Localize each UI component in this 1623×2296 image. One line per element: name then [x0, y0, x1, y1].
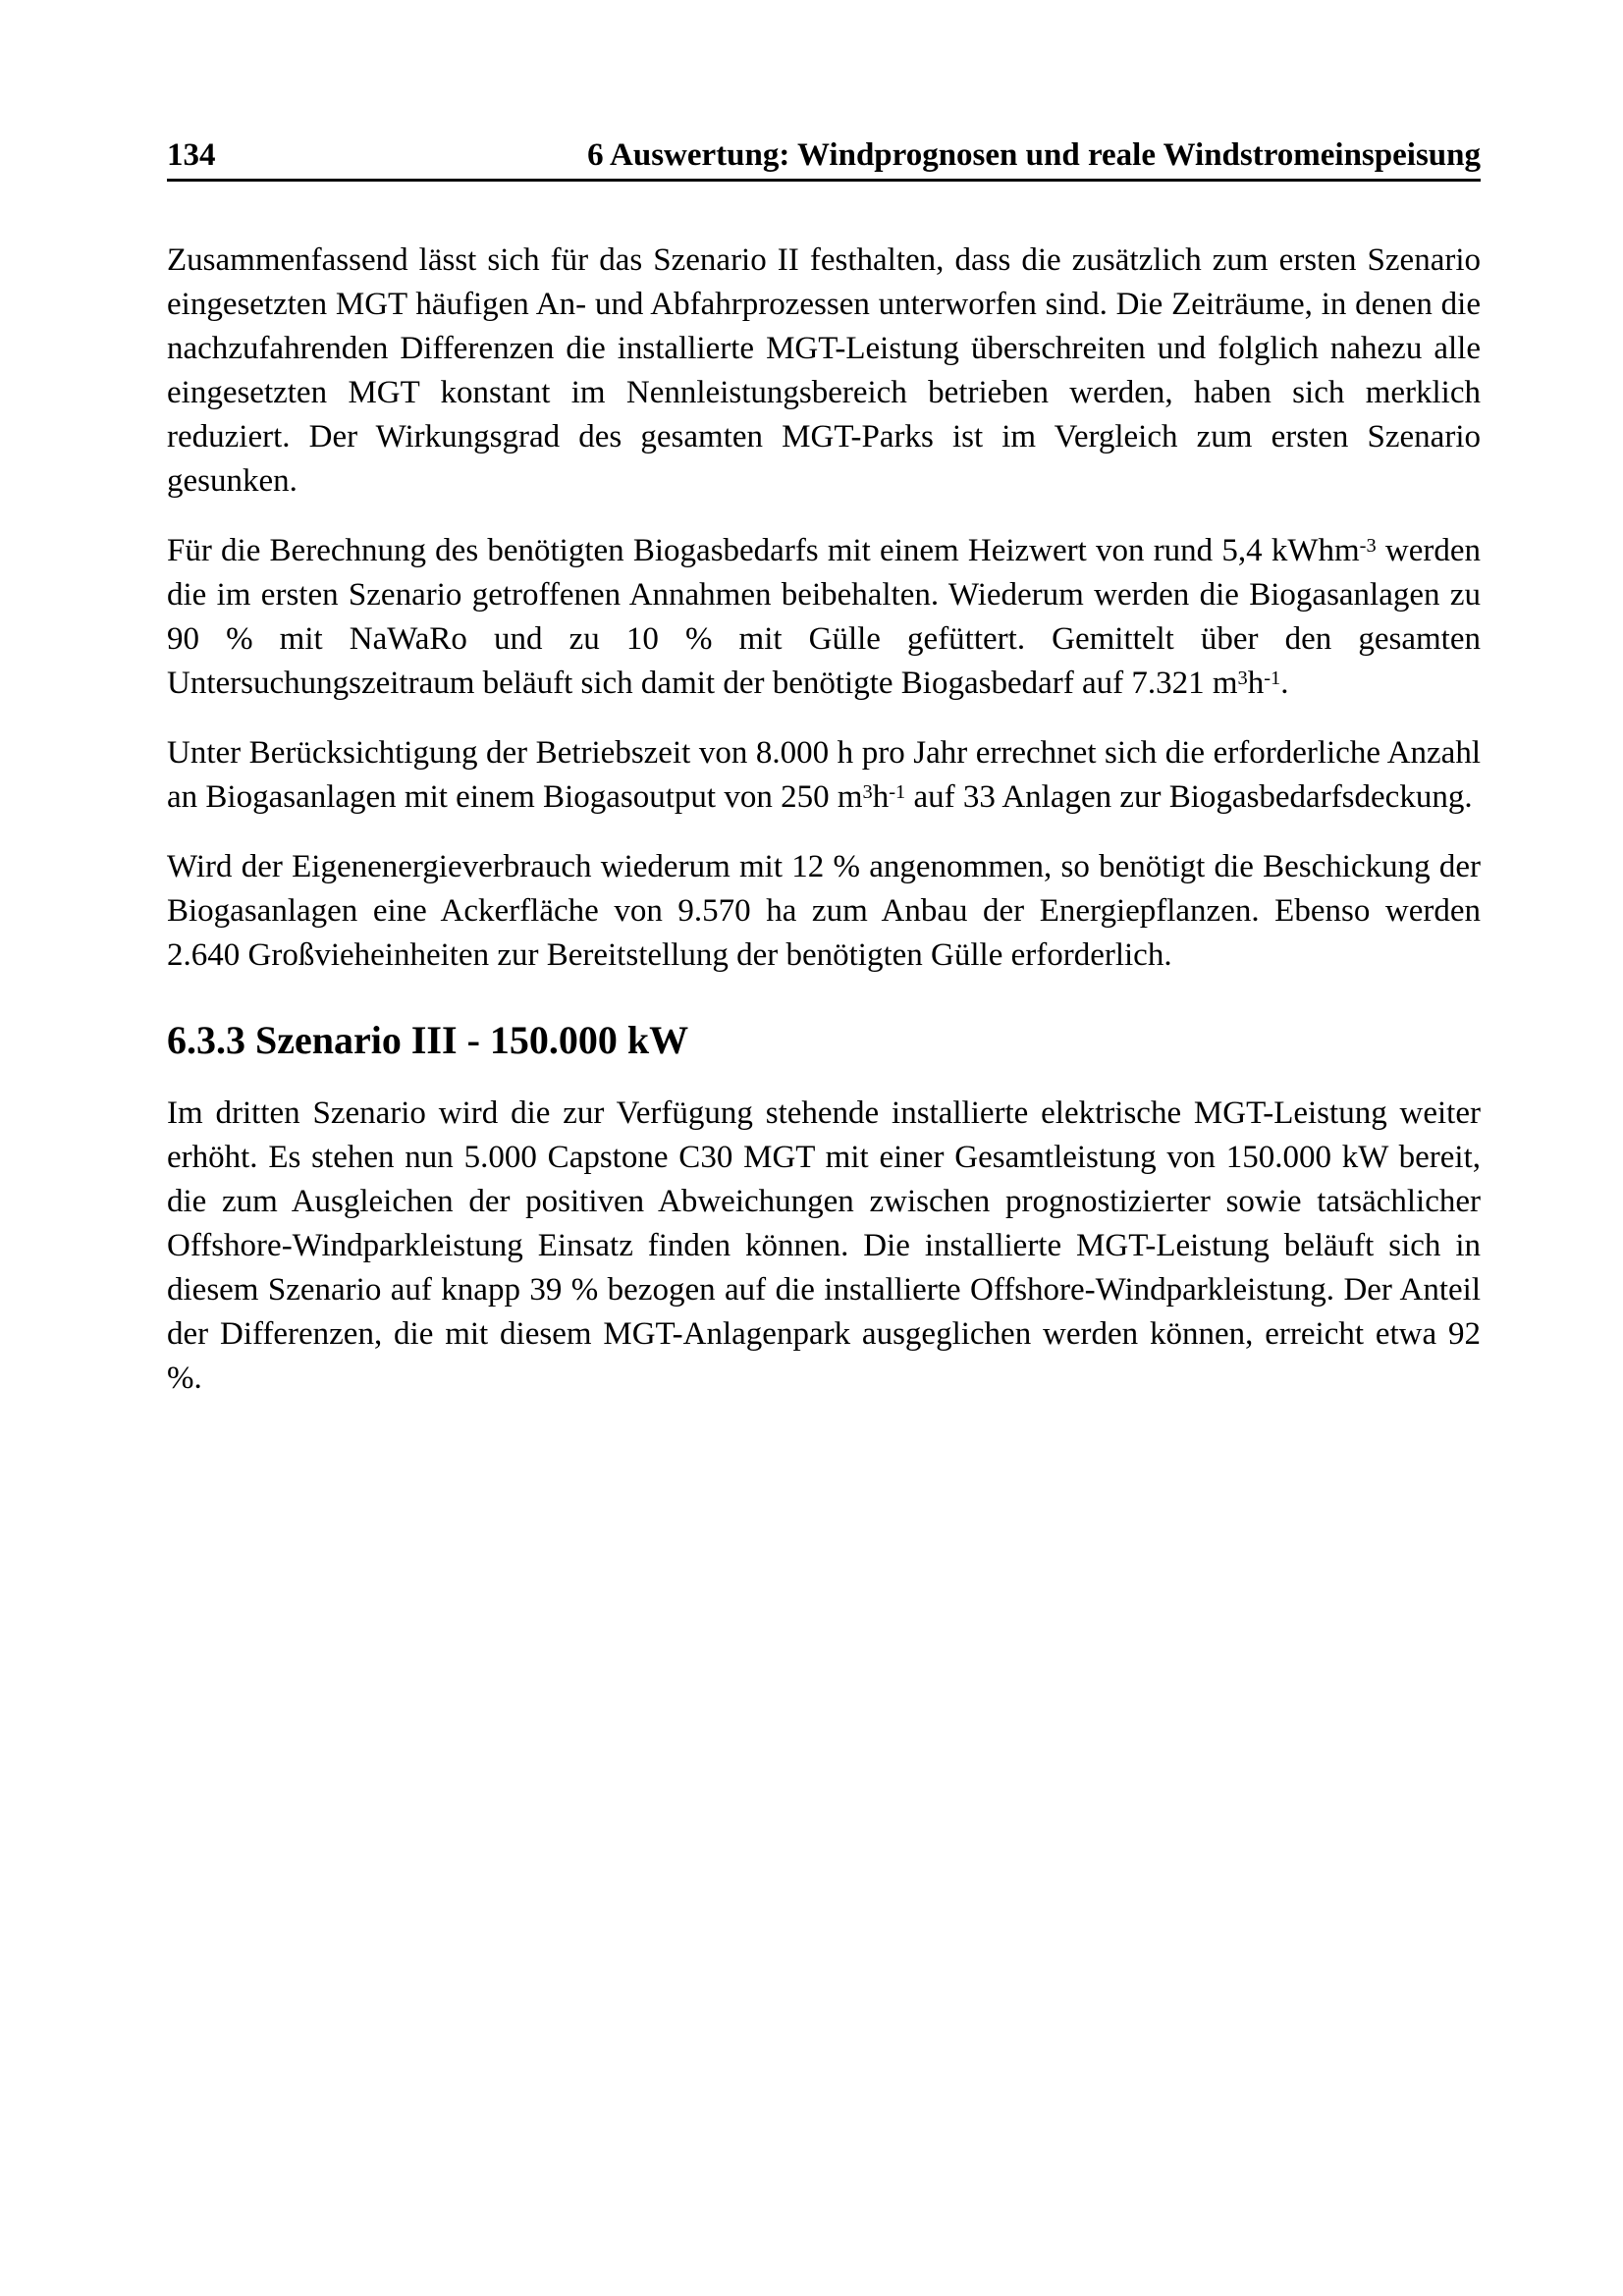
- page-number: 134: [167, 137, 216, 173]
- page-content: [167, 239, 1481, 1401]
- paragraph-biogas-plants-count: Unter Berücksichtigung der Betriebszeit von 8.000 h pro Jahr errechnet sich die erforderliche Anzahl an Biogasanlagen mit einem Biogasoutput von 250 $m^3h^{-1}$ auf 33 Anlagen zur Biogasbedarfsdeckung.: [167, 735, 1481, 815]
- paragraph-summary-scenario-2: Zusammenfassend lässt sich für das Szenario II festhalten, dass die zusätzlich zum ersten Szenario eingesetzten MGT häufigen An- und Abfahrprozessen unterworfen sind. Die Zeiträume, in denen die nachzufahrenden Differenzen die installierte MGT-Leistung überschreiten und folglich nahezu alle eingesetzten MGT konstant im Nennleistungsbereich betrieben werden, haben sich merklich reduziert. Der Wirkungsgrad des gesamten MGT-Parks ist im Vergleich zum ersten Szenario gesunken.: [167, 242, 1481, 499]
- paragraph-energy-consumption-area: Wird der Eigenenergieverbrauch wiederum mit 12 % angenommen, so benötigt die Beschickung der Biogasanlagen eine Ackerfläche von 9.570 ha zum Anbau der Energiepflanzen. Ebenso werden 2.640 Großvieheinheiten zur Bereitstellung der benötigten Gülle erforderlich.: [167, 849, 1481, 973]
- running-header: [167, 137, 1481, 182]
- section-heading: 6.3.3 Szenario III - 150.000 kW: [167, 1018, 689, 1062]
- paragraph-biogas-demand: Für die Berechnung des benötigten Biogasbedarfs mit einem Heizwert von rund 5,4 kWhm$^{-3}$ werden die im ersten Szenario getroffenen Annahmen beibehalten. Wiederum werden die Biogasanlagen zu 90 % mit NaWaRo und zu 10 % mit Gülle gefüttert. Gemittelt über den gesamten Untersuchungszeitraum beläuft sich damit der benötigte Biogasbedarf auf 7.321 $m^3h^{-1}$.: [167, 533, 1481, 701]
- running-title: 6 Auswertung: Windprognosen und reale Windstromeinspeisung: [587, 137, 1481, 173]
- paragraph-scenario-3-intro: Im dritten Szenario wird die zur Verfügung stehende installierte elektrische MGT-Leistung weiter erhöht. Es stehen nun 5.000 Capstone C30 MGT mit einer Gesamtleistung von 150.000 kW bereit, die zum Ausgleichen der positiven Abweichungen zwischen prognostizierter sowie tatsächlicher Offshore-Windparkleistung Einsatz finden können. Die installierte MGT-Leistung beläuft sich in diesem Szenario auf knapp 39 % bezogen auf die installierte Offshore-Windparkleistung. Der Anteil der Differenzen, die mit diesem MGT-Anlagenpark ausgeglichen werden können, erreicht etwa 92 %.: [167, 1095, 1481, 1396]
